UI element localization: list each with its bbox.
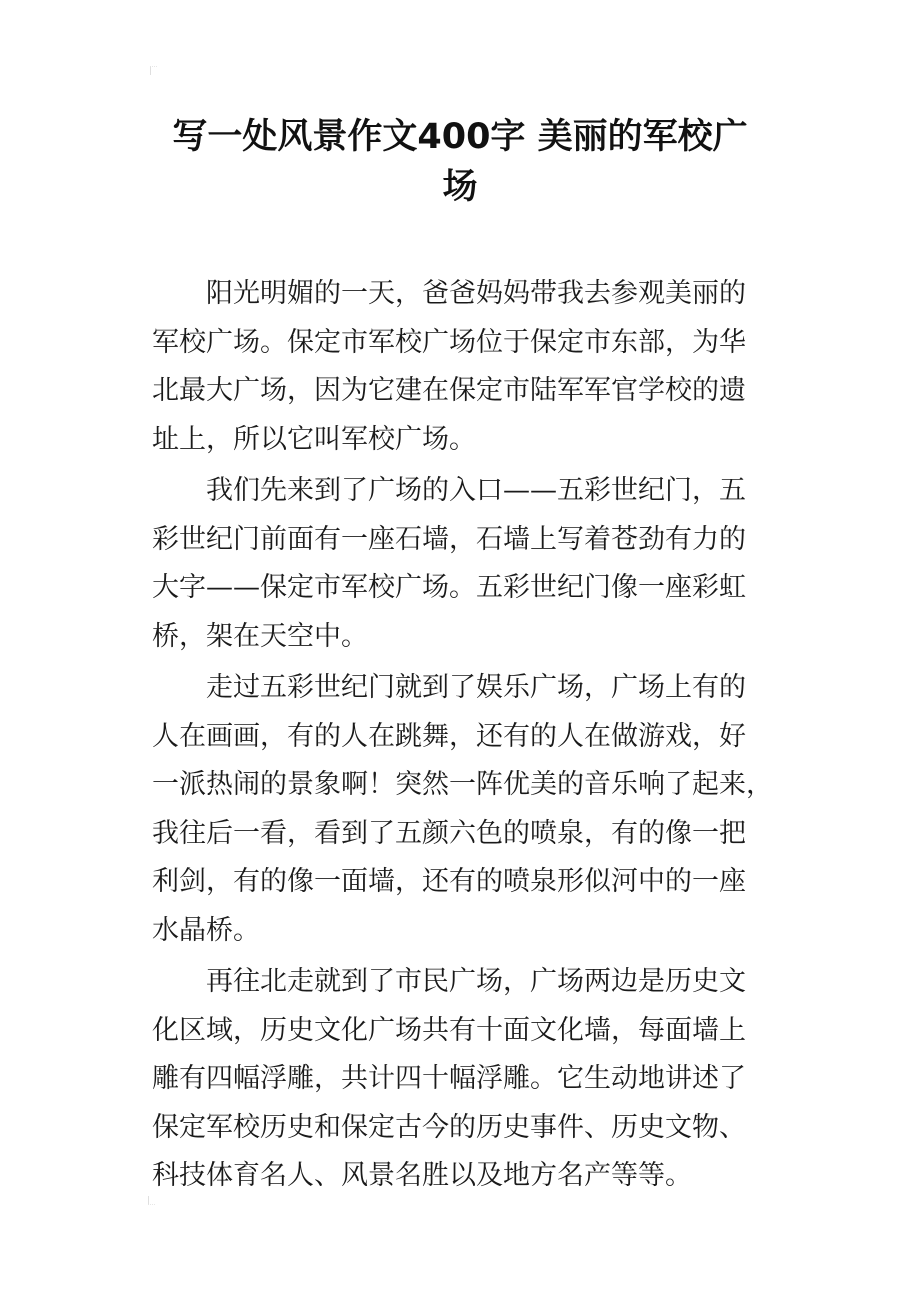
text-line: 雕有四幅浮雕，共计四十幅浮雕。它生动地讲述了: [152, 1063, 746, 1094]
text-line: 彩世纪门前面有一座石墙，石墙上写着苍劲有力的: [152, 523, 746, 555]
text-line: 科技体育名人、风景名胜以及地方名产等等。: [152, 1160, 692, 1191]
essay-body: [152, 270, 772, 1204]
text-line: 桥，架在天空中。: [152, 620, 368, 652]
text-line: 走过五彩世纪门就到了娱乐广场，广场上有的: [206, 672, 746, 703]
text-line: 我们先来到了广场的入口——五彩世纪门，五: [206, 475, 746, 506]
text-line: 军校广场。保定市军校广场位于保定市东部，为华: [152, 326, 746, 358]
text-line: 化区域，历史文化广场共有十面文化墙，每面墙上: [152, 1014, 746, 1046]
paragraph-1: [152, 270, 772, 464]
paragraph-2: [152, 467, 772, 661]
text-line: 利剑，有的像一面墙，还有的喷泉形似河中的一座: [152, 866, 746, 897]
page-corner-mark: [148, 1196, 155, 1205]
text-line: 水晶桥。: [152, 914, 260, 946]
text-line: 大字——保定市军校广场。五彩世纪门像一座彩虹: [152, 572, 746, 603]
page-title: [120, 112, 800, 212]
title-line: 场: [442, 167, 478, 207]
text-line: 人在画画，有的人在跳舞，还有的人在做游戏，好: [152, 720, 746, 752]
paragraph-3: [152, 664, 772, 955]
text-line: 我往后一看，看到了五颜六色的喷泉，有的像一把: [152, 817, 746, 849]
text-line: 址上，所以它叫军校广场。: [152, 423, 476, 455]
text-line: 阳光明媚的一天，爸爸妈妈带我去参观美丽的: [206, 278, 746, 309]
text-line: 一派热闹的景象啊！突然一阵优美的音乐响了起来，: [152, 769, 773, 800]
page-corner-mark: [150, 66, 157, 75]
text-line: 再往北走就到了市民广场，广场两边是历史文: [206, 966, 746, 997]
text-line: 北最大广场，因为它建在保定市陆军军官学校的遗: [152, 375, 746, 406]
text-line: 保定军校历史和保定古今的历史事件、历史文物、: [152, 1111, 746, 1143]
paragraph-4: [152, 958, 772, 1201]
title-line: 写一处风景作文400字 美丽的军校广: [172, 117, 748, 157]
